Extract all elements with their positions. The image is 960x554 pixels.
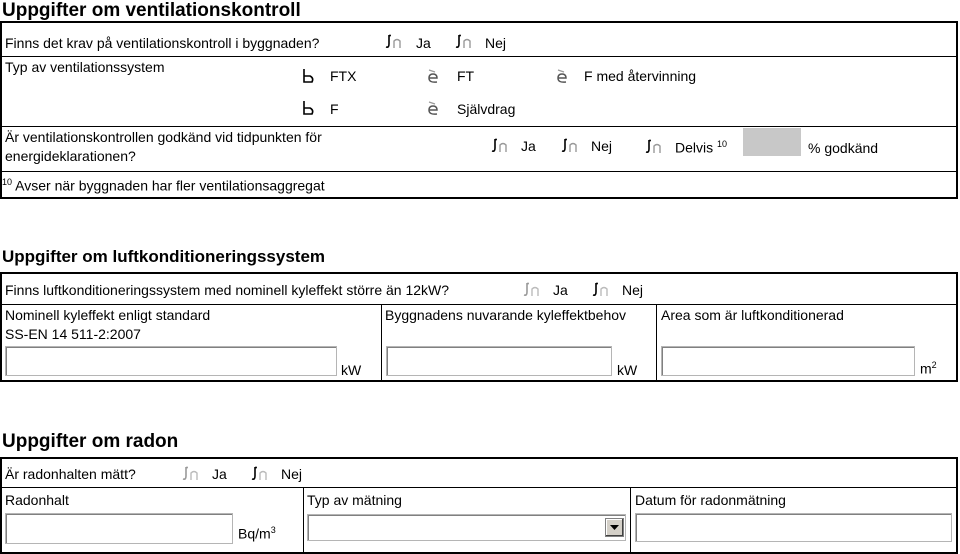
approved-question-line1: Är ventilationskontrollen godkänd vid tidpunkten för bbox=[5, 129, 322, 145]
nominal-capacity-label-line1: Nominell kyleffekt enligt standard bbox=[5, 307, 211, 323]
cooling-demand-input[interactable] bbox=[386, 346, 612, 376]
conditioned-area-unit bbox=[920, 360, 937, 377]
requirement-yes-radio[interactable] bbox=[385, 34, 403, 50]
system-option-label: F med återvinning bbox=[584, 68, 697, 84]
system-f-checkbox[interactable] bbox=[302, 100, 316, 116]
radio-icon bbox=[523, 282, 541, 298]
nominal-capacity-label-line2: SS-EN 14 511-2:2007 bbox=[5, 326, 141, 342]
approved-no-radio[interactable] bbox=[561, 138, 579, 154]
divider bbox=[656, 304, 657, 382]
measurement-type-select[interactable] bbox=[307, 514, 626, 541]
radio-icon bbox=[251, 466, 269, 482]
aircon-question: Finns luftkonditioneringssystem med nominell kyleffekt större än 12kW? bbox=[5, 282, 450, 298]
approved-partial-radio[interactable] bbox=[645, 139, 663, 155]
radon-yes-radio[interactable] bbox=[182, 466, 200, 482]
partial-text: Delvis bbox=[675, 139, 714, 156]
conditioned-area-label: Area som är luftkonditionerad bbox=[661, 307, 844, 323]
radon-no-label: Nej bbox=[281, 466, 303, 482]
checkbox-icon bbox=[555, 68, 569, 84]
aircon-heading: Uppgifter om luftkonditioneringssystem bbox=[2, 247, 326, 266]
divider bbox=[303, 487, 304, 554]
percent-approved-label: % godkänd bbox=[808, 140, 879, 156]
divider bbox=[381, 304, 382, 382]
ventilation-heading: Uppgifter om ventilationskontroll bbox=[2, 0, 301, 21]
system-ftx-checkbox[interactable] bbox=[302, 68, 316, 84]
footnote-text: Avser när byggnaden har fler ventilationsaggregat bbox=[15, 177, 325, 194]
checkbox-icon bbox=[426, 100, 440, 116]
radon-unit-text: Bq/m bbox=[238, 525, 271, 542]
system-ft-checkbox[interactable] bbox=[426, 68, 440, 84]
measurement-type-dropdown-button[interactable] bbox=[605, 518, 624, 537]
radon-level-unit bbox=[238, 525, 276, 542]
aircon-yes-radio[interactable] bbox=[523, 282, 541, 298]
radon-no-radio[interactable] bbox=[251, 466, 269, 482]
system-type-label: Typ av ventilationssystem bbox=[5, 59, 165, 75]
percent-approved-input[interactable] bbox=[743, 128, 801, 156]
radio-icon bbox=[592, 282, 610, 298]
measurement-date-input[interactable] bbox=[635, 513, 952, 542]
divider bbox=[0, 487, 958, 488]
area-unit-sup: 2 bbox=[931, 360, 937, 370]
nominal-capacity-unit: kW bbox=[341, 362, 362, 378]
footnote-number: 10 bbox=[2, 177, 13, 187]
radio-icon bbox=[455, 34, 473, 50]
approved-yes-label: Ja bbox=[521, 138, 536, 154]
system-f-recovery-checkbox[interactable] bbox=[555, 68, 569, 84]
approved-no-label: Nej bbox=[591, 138, 613, 154]
requirement-yes-label: Ja bbox=[416, 35, 431, 51]
requirement-no-label: Nej bbox=[485, 35, 507, 51]
partial-footnote-ref: 10 bbox=[717, 139, 728, 149]
system-selfdraft-checkbox[interactable] bbox=[426, 100, 440, 116]
conditioned-area-input[interactable] bbox=[661, 346, 915, 376]
radio-icon bbox=[645, 139, 663, 155]
radio-icon bbox=[385, 34, 403, 50]
cooling-demand-label: Byggnadens nuvarande kyleffektbehov bbox=[385, 307, 627, 323]
aircon-yes-label: Ja bbox=[553, 282, 568, 298]
radon-heading: Uppgifter om radon bbox=[2, 431, 179, 452]
divider bbox=[630, 487, 631, 554]
approved-yes-radio[interactable] bbox=[491, 138, 509, 154]
chevron-down-icon bbox=[610, 525, 619, 530]
approved-question-line2: energideklarationen? bbox=[5, 148, 136, 164]
checkbox-icon bbox=[302, 100, 316, 116]
radon-unit-sup: 3 bbox=[270, 525, 276, 535]
divider bbox=[0, 171, 958, 172]
area-unit-text: m bbox=[920, 360, 932, 377]
radon-question: Är radonhalten mätt? bbox=[5, 466, 136, 482]
measurement-date-label: Datum för radonmätning bbox=[635, 492, 786, 508]
radon-level-label: Radonhalt bbox=[5, 492, 69, 508]
divider bbox=[0, 126, 958, 127]
measurement-type-label: Typ av mätning bbox=[307, 492, 402, 508]
radio-icon bbox=[561, 138, 579, 154]
requirement-no-radio[interactable] bbox=[455, 34, 473, 50]
system-option-label: FTX bbox=[330, 68, 357, 84]
system-option-label: Självdrag bbox=[457, 101, 516, 117]
radio-icon bbox=[182, 466, 200, 482]
divider bbox=[0, 56, 958, 57]
nominal-capacity-input[interactable] bbox=[5, 346, 337, 376]
radio-icon bbox=[491, 138, 509, 154]
divider bbox=[0, 304, 958, 305]
system-option-label: FT bbox=[457, 68, 475, 84]
system-option-label: F bbox=[330, 101, 339, 117]
aircon-no-label: Nej bbox=[622, 282, 644, 298]
checkbox-icon bbox=[426, 68, 440, 84]
approved-partial-label bbox=[675, 139, 727, 156]
footnote bbox=[2, 177, 325, 194]
radon-yes-label: Ja bbox=[212, 466, 227, 482]
aircon-no-radio[interactable] bbox=[592, 282, 610, 298]
ventilation-requirement-question: Finns det krav på ventilationskontroll i byggnaden? bbox=[5, 35, 320, 51]
cooling-demand-unit: kW bbox=[617, 362, 638, 378]
radon-level-input[interactable] bbox=[5, 513, 233, 544]
checkbox-icon bbox=[302, 68, 316, 84]
